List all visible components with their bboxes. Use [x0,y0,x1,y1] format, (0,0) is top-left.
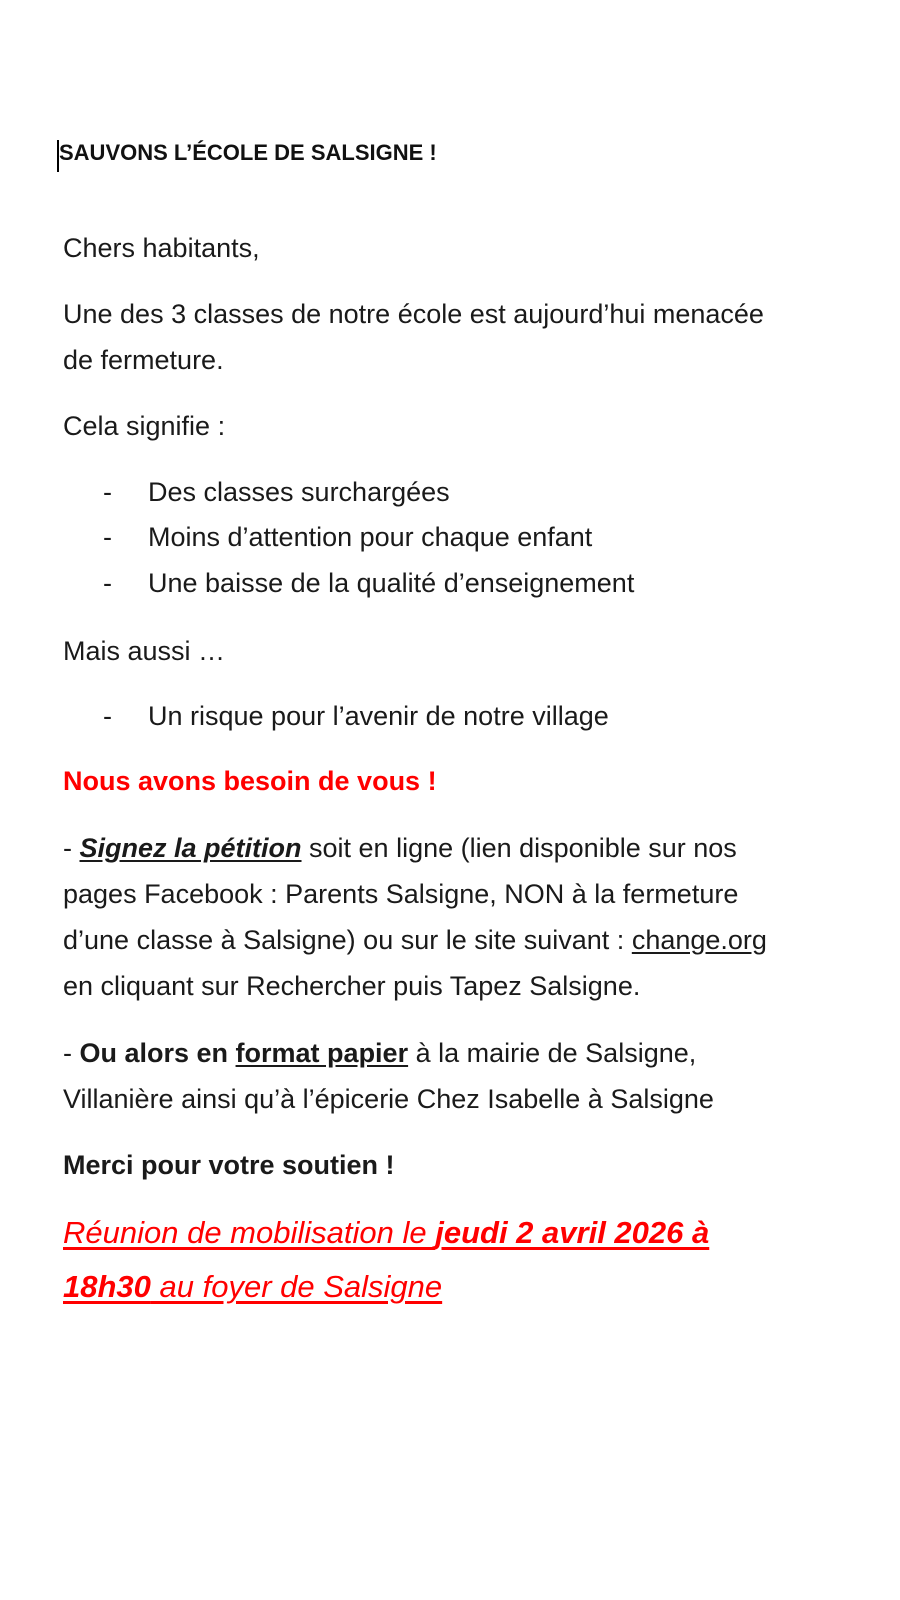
meeting-announcement [63,1206,843,1314]
also-label: Mais aussi … [63,636,226,666]
thanks: Merci pour votre soutien ! [63,1150,395,1180]
paper-line-2: Villanière ainsi qu’à l’épicerie Chez Isabelle à Salsigne [63,1084,714,1114]
meeting-time: 18h30 [63,1269,151,1304]
meeting-text-1: Réunion de mobilisation le [63,1215,436,1250]
meeting-text-2: au foyer de Salsigne [150,1269,443,1304]
petition-line-1-rest: soit en ligne (lien disponible sur nos [301,833,737,863]
list-item-text: Des classes surchargées [148,477,450,507]
bullet-dash: - [103,522,112,552]
petition-line-2: pages Facebook : Parents Salsigne, NON à la fermeture [63,879,739,909]
meeting-date: jeudi 2 avril 2026 à [435,1215,710,1250]
list-item [103,469,450,515]
greeting: Chers habitants, [63,233,260,263]
meaning-label: Cela signifie : [63,411,226,441]
list-item-text: Moins d’attention pour chaque enfant [148,522,593,552]
paper-prefix: - [63,1038,80,1068]
list-item-text: Une baisse de la qualité d’enseignement [148,568,635,598]
petition-line-4: en cliquant sur Rechercher puis Tapez Salsigne. [63,971,641,1001]
change-org-link[interactable]: change.org [631,925,767,955]
intro-line-1: Une des 3 classes de notre école est aujourd’hui menacée [63,299,764,329]
bullet-dash: - [103,568,112,598]
list-item [103,560,634,606]
intro-line-2: de fermeture. [63,345,224,375]
petition-link[interactable]: Signez la pétition [79,833,302,863]
page-title: SAUVONS L’ÉCOLE DE SALSIGNE ! [59,140,437,165]
petition-line-3-text: d’une classe à Salsigne) ou sur le site suivant : [63,925,632,955]
list-item [103,693,609,739]
bullet-dash: - [103,701,112,731]
call-to-action: Nous avons besoin de vous ! [63,766,437,796]
paper-bold-text: Ou alors en [79,1038,236,1068]
petition-line-3 [63,917,767,963]
list-item [103,514,592,560]
paper-line-1 [63,1030,696,1076]
petition-line-1 [63,825,737,871]
list-item-text: Un risque pour l’avenir de notre village [148,701,609,731]
petition-prefix: - [63,833,80,863]
bullet-dash: - [103,477,112,507]
paper-line-1-rest: à la mairie de Salsigne, [408,1038,697,1068]
format-papier-link[interactable]: format papier [235,1038,409,1068]
